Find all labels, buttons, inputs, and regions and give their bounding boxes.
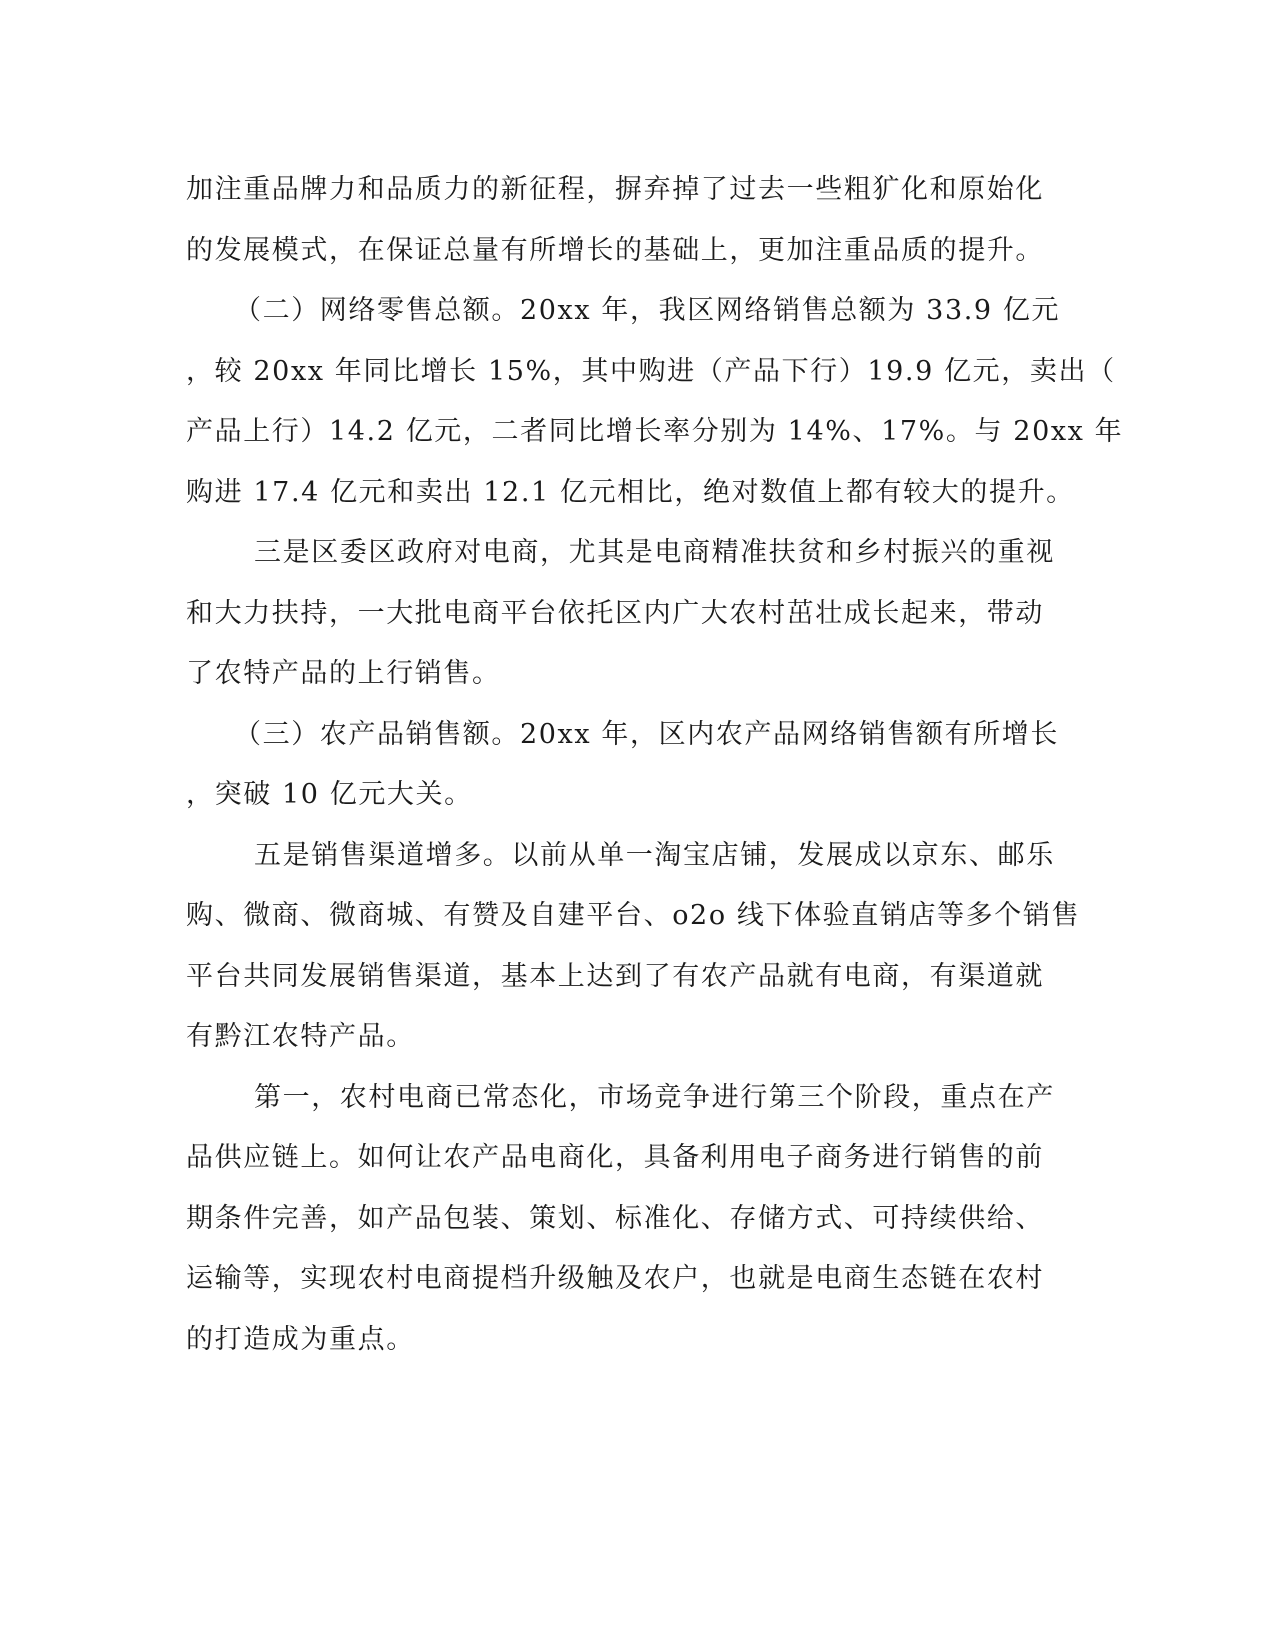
text-line: 了农特产品的上行销售。 [186,658,501,689]
text-line: 品供应链上。如何让农产品电商化，具备利用电子商务进行销售的前 [186,1142,1044,1173]
paragraph-government-support [186,523,1106,705]
paragraph-online-retail-total [186,281,1124,523]
text-line: ，较 20xx 年同比增长 15%，其中购进（产品下行）19.9 亿元，卖出（ [186,355,1116,387]
paragraph-brand-quality [186,160,1106,281]
paragraph-sales-channels [186,826,1106,1068]
text-line: 期条件完善，如产品包装、策划、标准化、存储方式、可持续供给、 [186,1202,1044,1234]
text-line: 加注重品牌力和品质力的新征程，摒弃掉了过去一些粗犷化和原始化 [186,174,1044,205]
text-line: 产品上行）14.2 亿元，二者同比增长率分别为 14%、17%。与 20xx 年 [186,416,1124,447]
text-line: 第一，农村电商已常态化，市场竞争进行第三个阶段，重点在产 [254,1081,1055,1113]
text-line: ，突破 10 亿元大关。 [186,779,473,810]
document-body [186,160,1124,1370]
text-line: 和大力扶持，一大批电商平台依托区内广大农村茁壮成长起来，带动 [186,597,1044,629]
text-line: 五是销售渠道增多。以前从单一淘宝店铺，发展成以京东、邮乐 [254,839,1055,871]
text-line: 购进 17.4 亿元和卖出 12.1 亿元相比，绝对数值上都有较大的提升。 [186,476,1075,508]
text-line: （二）网络零售总额。20xx 年，我区网络销售总额为 33.9 亿元 [234,295,1061,326]
paragraph-supply-chain [186,1068,1106,1371]
text-line: 有黔江农特产品。 [186,1021,415,1052]
text-line: 购、微商、微商城、有赞及自建平台、o2o 线下体验直销店等多个销售 [186,900,1081,931]
text-line: 的发展模式，在保证总量有所增长的基础上，更加注重品质的提升。 [186,234,1044,266]
text-line: 平台共同发展销售渠道，基本上达到了有农产品就有电商，有渠道就 [186,960,1044,992]
text-line: （三）农产品销售额。20xx 年，区内农产品网络销售额有所增长 [234,718,1059,750]
text-line: 的打造成为重点。 [186,1323,415,1355]
text-line: 三是区委区政府对电商，尤其是电商精准扶贫和乡村振兴的重视 [254,537,1055,568]
text-line: 运输等，实现农村电商提档升级触及农户，也就是电商生态链在农村 [186,1263,1044,1294]
paragraph-agri-sales [186,705,1106,826]
